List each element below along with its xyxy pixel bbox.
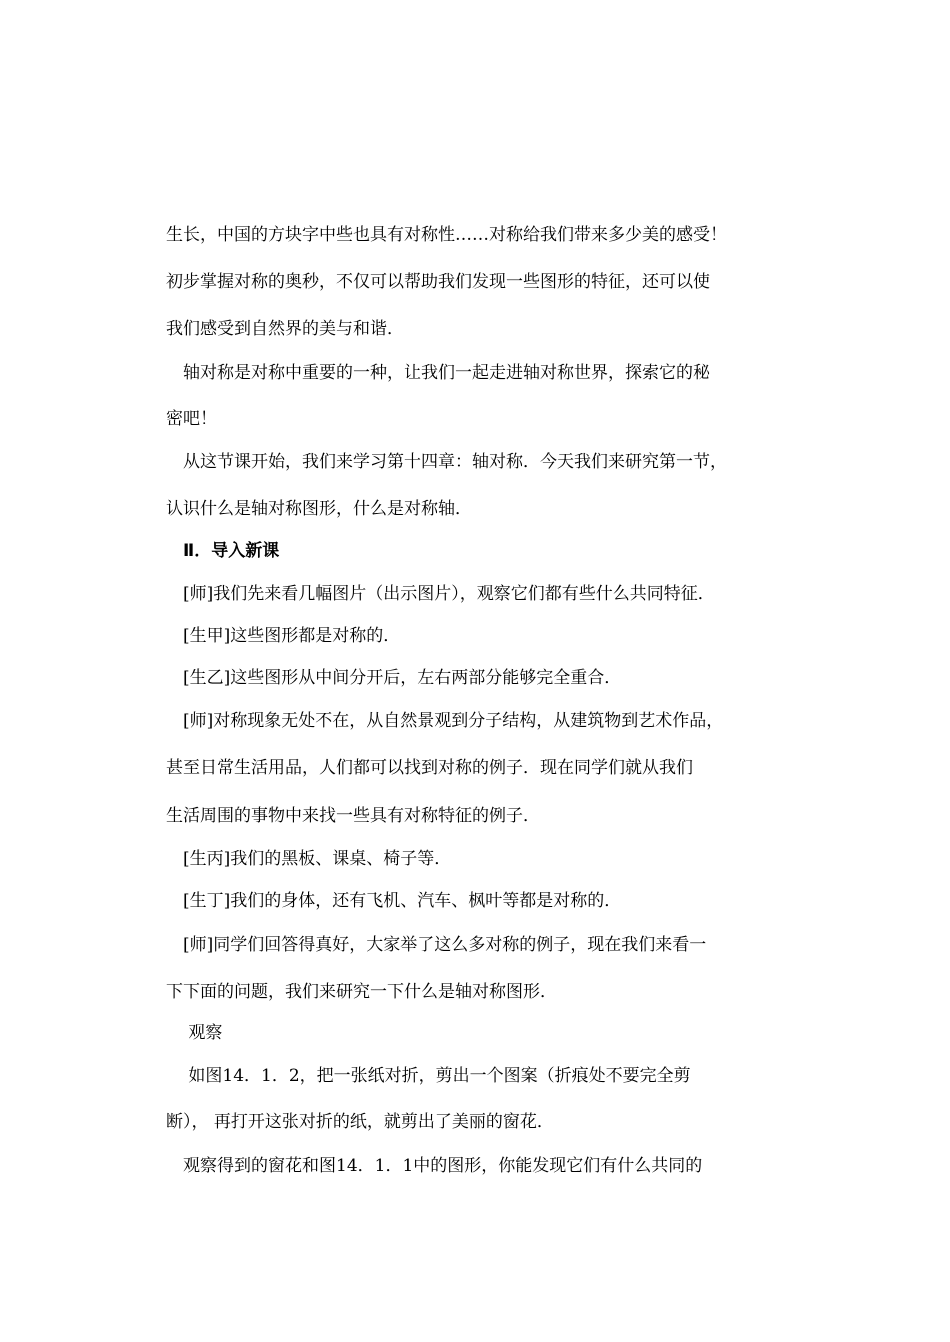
paragraph-line: 密吧！ xyxy=(166,409,217,429)
paragraph-line: [师]我们先来看几幅图片（出示图片），观察它们都有些什么共同特征． xyxy=(166,584,715,604)
paragraph-line: [师]对称现象无处不在，从自然景观到分子结构，从建筑物到艺术作品， xyxy=(166,711,724,731)
paragraph-line: 生活周围的事物中来找一些具有对称特征的例子． xyxy=(166,806,540,826)
paragraph-line: 轴对称是对称中重要的一种，让我们一起走进轴对称世界，探索它的秘 xyxy=(166,363,710,383)
paragraph-line: 从这节课开始，我们来学习第十四章：轴对称．今天我们来研究第一节， xyxy=(166,452,727,472)
paragraph-line: 我们感受到自然界的美与和谐． xyxy=(166,319,404,339)
section-heading: Ⅱ．导入新课 xyxy=(166,541,280,561)
paragraph-line: [生乙]这些图形从中间分开后，左右两部分能够完全重合． xyxy=(166,668,622,688)
paragraph-line: 生长，中国的方块字中些也具有对称性……对称给我们带来多少美的感受！ xyxy=(166,225,727,245)
paragraph-line: 如图14．1．2，把一张纸对折，剪出一个图案（折痕处不要完全剪 xyxy=(166,1066,691,1086)
paragraph-line: [生甲]这些图形都是对称的． xyxy=(166,626,401,646)
paragraph-line: 下下面的问题，我们来研究一下什么是轴对称图形． xyxy=(166,982,557,1002)
paragraph-line: [师]同学们回答得真好，大家举了这么多对称的例子，现在我们来看一 xyxy=(166,935,707,955)
paragraph-line: [生丁]我们的身体，还有飞机、汽车、枫叶等都是对称的． xyxy=(166,891,622,911)
observe-label: 观察 xyxy=(166,1023,223,1043)
paragraph-line: 观察得到的窗花和图14．1．1中的图形，你能发现它们有什么共同的 xyxy=(166,1156,703,1176)
paragraph-line: 初步掌握对称的奥秒，不仅可以帮助我们发现一些图形的特征，还可以使 xyxy=(166,272,710,292)
paragraph-line: 断）， 再打开这张对折的纸，就剪出了美丽的窗花． xyxy=(166,1112,554,1132)
paragraph-line: 认识什么是轴对称图形，什么是对称轴． xyxy=(166,499,472,519)
paragraph-line: [生丙]我们的黑板、课桌、椅子等． xyxy=(166,849,452,869)
paragraph-line: 甚至日常生活用品，人们都可以找到对称的例子．现在同学们就从我们 xyxy=(166,758,693,778)
